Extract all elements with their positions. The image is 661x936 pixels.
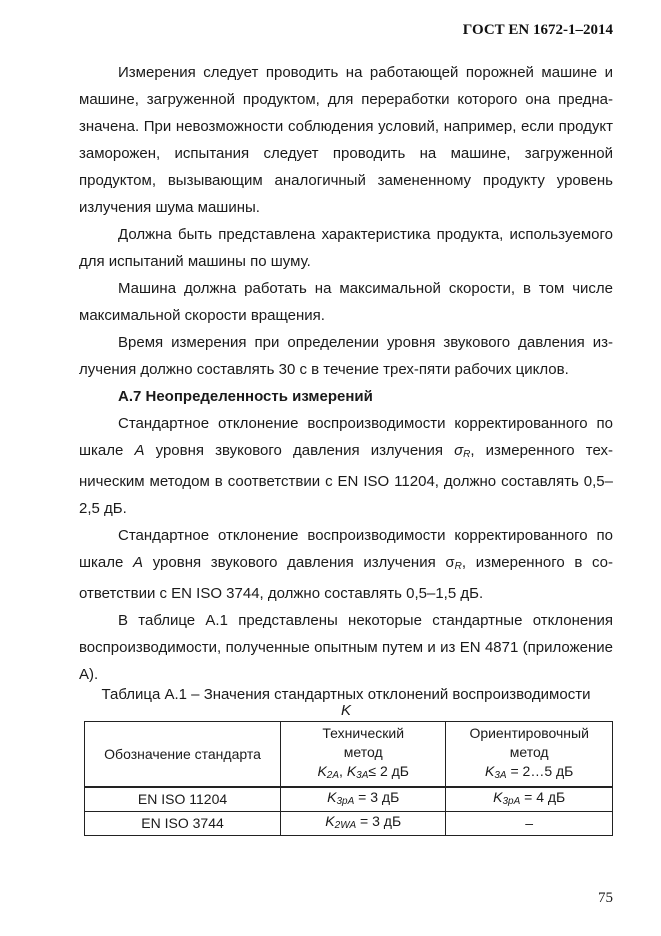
col-header-standard: Обозначение стандарта	[85, 722, 281, 788]
k-value: ≤ 2 дБ	[368, 762, 409, 779]
paragraph-text: Стандартное отклонение воспроизводимости корректированного по шкале	[79, 527, 613, 571]
col-header-orientation-line2: метод	[509, 743, 549, 760]
cell-standard: EN ISO 3744	[85, 812, 281, 836]
k-value: = 3 дБ	[354, 789, 400, 805]
table-header-row	[85, 722, 613, 788]
k-subscript: 3A	[356, 769, 369, 781]
paragraph: Машина должна работать на максимальной скорости, в том числе максимальной скорости вращения.	[79, 280, 613, 324]
k-value: = 3 дБ	[356, 813, 402, 829]
scale-symbol: А	[133, 554, 144, 571]
paragraph-text: Стандартное отклонение воспроизводимости корректированного по шкале	[79, 415, 613, 459]
paragraph-text: уровня звукового давления излучения σ	[143, 554, 455, 571]
paragraph: Время измерения при определении уровня звукового давления излучения должно составлять 30 с в течение трех-пяти рабочих циклов.	[79, 334, 613, 378]
paragraph: В таблице А.1 представлены некоторые стандартные отклонения воспроизводимости, полученные опытным путем и из EN 4871 (приложение А).	[79, 612, 613, 683]
sigma-symbol: σ	[454, 442, 464, 459]
k-symbol: K	[325, 813, 335, 829]
section-heading: А.7 Неопределенность измерений	[118, 388, 373, 405]
k-symbol: K	[346, 762, 357, 779]
k-subscript: 3pA	[336, 796, 355, 807]
cell-orientation	[446, 787, 613, 812]
page-number: 75	[598, 890, 613, 906]
paragraph	[79, 522, 613, 607]
scale-symbol: А	[134, 442, 145, 459]
sigma-subscript: R	[454, 561, 462, 572]
col-header-technical	[281, 722, 446, 788]
col-header-technical-line2: метод	[343, 743, 383, 760]
k-subscript: 3pA	[502, 796, 521, 807]
k-symbol: K	[317, 762, 327, 779]
table-caption	[79, 685, 613, 718]
k-value: = 2…5 дБ	[506, 762, 574, 779]
table-row	[85, 812, 613, 836]
separator: ,	[339, 762, 347, 779]
table-caption-text: Таблица А.1 – Значения стандартных отклонений воспроизводимости	[101, 686, 591, 703]
k-subscript: 3A	[494, 769, 507, 781]
col-header-orientation	[446, 722, 613, 788]
paragraph-text: , измеренного техническим методом в соответствии с EN ISO 11204, должно составлять 0,5–2,5 дБ.	[79, 442, 613, 517]
paragraph: Должна быть представлена характеристика продукта, использyeмого для испытаний машины по шуму.	[79, 226, 613, 270]
body-text	[79, 59, 613, 688]
col-header-orientation-line1: Ориентировочный	[469, 724, 589, 741]
cell-orientation: –	[446, 812, 613, 836]
cell-technical	[281, 787, 446, 812]
paragraph-text: , измеренного в соответствии с EN ISO 3744, должно составлять 0,5–1,5 дБ.	[79, 554, 613, 602]
k-value: = 4 дБ	[520, 789, 566, 805]
cell-standard: EN ISO 11204	[85, 787, 281, 812]
document-header: ГОСТ EN 1672-1–2014	[462, 22, 613, 38]
deviation-table	[84, 721, 613, 836]
k-symbol: K	[493, 789, 503, 805]
k-subscript: 2WA	[334, 820, 357, 831]
k-subscript: 2A	[326, 769, 340, 781]
paragraph: Измерения следует проводить на работающей порожней машине и машине, загруженной продуктом, для переработки которого она предназначена. При невозможности соблюдения условий, например, если продукт заморожен, испытания следует проводить на машине, загруженной продуктом, вызывающим аналогичный замененному продукту уровень излучения шума машины.	[79, 64, 613, 216]
paragraph	[79, 410, 613, 522]
k-symbol: K	[485, 762, 495, 779]
col-header-technical-line1: Технический	[322, 724, 405, 741]
sigma-subscript: R	[463, 449, 471, 460]
table-row	[85, 787, 613, 812]
table-caption-symbol: K	[340, 702, 351, 719]
paragraph-text: уровня звукового давления излучения	[144, 442, 455, 459]
cell-technical	[281, 812, 446, 836]
k-symbol: K	[327, 789, 337, 805]
